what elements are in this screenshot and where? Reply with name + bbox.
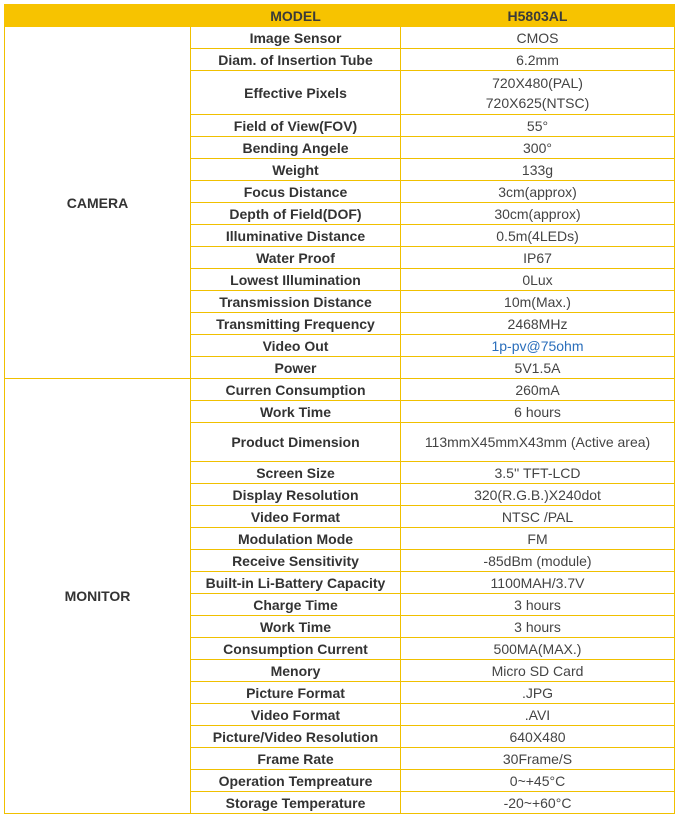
spec-label: Depth of Field(DOF)	[191, 203, 401, 225]
spec-label: Operation Tempreature	[191, 770, 401, 792]
spec-label: Receive Sensitivity	[191, 550, 401, 572]
spec-label: Curren Consumption	[191, 379, 401, 401]
spec-label: Focus Distance	[191, 181, 401, 203]
spec-label: Video Format	[191, 704, 401, 726]
spec-row	[5, 379, 675, 401]
spec-label: Frame Rate	[191, 748, 401, 770]
spec-value: 6.2mm	[401, 49, 675, 71]
spec-value: 1100MAH/3.7V	[401, 572, 675, 594]
header-model-value: H5803AL	[401, 5, 675, 27]
spec-value: 260mA	[401, 379, 675, 401]
spec-label: Work Time	[191, 401, 401, 423]
spec-value: 0Lux	[401, 269, 675, 291]
header-spacer	[5, 5, 191, 27]
spec-value: .AVI	[401, 704, 675, 726]
spec-value: 6 hours	[401, 401, 675, 423]
spec-label: Weight	[191, 159, 401, 181]
section-label-camera: CAMERA	[5, 27, 191, 379]
spec-value: 640X480	[401, 726, 675, 748]
spec-label: Screen Size	[191, 462, 401, 484]
spec-value: 10m(Max.)	[401, 291, 675, 313]
spec-value: 300°	[401, 137, 675, 159]
spec-value-line: 720X480(PAL)	[492, 74, 583, 91]
spec-value: NTSC /PAL	[401, 506, 675, 528]
spec-value: 3 hours	[401, 594, 675, 616]
spec-value: 55°	[401, 115, 675, 137]
spec-value: CMOS	[401, 27, 675, 49]
spec-label: Effective Pixels	[191, 71, 401, 115]
spec-label: Picture Format	[191, 682, 401, 704]
spec-value: 3 hours	[401, 616, 675, 638]
spec-value: 3.5'' TFT-LCD	[401, 462, 675, 484]
spec-label: Power	[191, 357, 401, 379]
spec-row	[5, 27, 675, 49]
spec-label: Storage Temperature	[191, 792, 401, 814]
spec-label: Built-in Li-Battery Capacity	[191, 572, 401, 594]
spec-value-link[interactable]: 1p-pv@75ohm	[401, 335, 675, 357]
spec-label: Field of View(FOV)	[191, 115, 401, 137]
spec-label: Image Sensor	[191, 27, 401, 49]
spec-value-line: 720X625(NTSC)	[485, 94, 590, 111]
spec-label: Water Proof	[191, 247, 401, 269]
spec-label: Product Dimension	[191, 423, 401, 462]
spec-value: 30cm(approx)	[401, 203, 675, 225]
spec-label: Video Out	[191, 335, 401, 357]
spec-value: FM	[401, 528, 675, 550]
spec-value: Micro SD Card	[401, 660, 675, 682]
spec-value: 0~+45°C	[401, 770, 675, 792]
spec-value: -20~+60°C	[401, 792, 675, 814]
spec-value	[401, 71, 675, 115]
spec-value: .JPG	[401, 682, 675, 704]
section-label-monitor: MONITOR	[5, 379, 191, 814]
spec-value: 2468MHz	[401, 313, 675, 335]
spec-value: 5V1.5A	[401, 357, 675, 379]
spec-value: -85dBm (module)	[401, 550, 675, 572]
spec-label: Transmission Distance	[191, 291, 401, 313]
spec-label: Consumption Current	[191, 638, 401, 660]
spec-value: 3cm(approx)	[401, 181, 675, 203]
spec-value: 500MA(MAX.)	[401, 638, 675, 660]
spec-label: Modulation Mode	[191, 528, 401, 550]
spec-label: Diam. of Insertion Tube	[191, 49, 401, 71]
spec-label: Transmitting Frequency	[191, 313, 401, 335]
header-row	[5, 5, 675, 27]
spec-value: 113mmX45mmX43mm (Active area)	[401, 423, 675, 462]
spec-label: Lowest Illumination	[191, 269, 401, 291]
spec-value: 133g	[401, 159, 675, 181]
spec-label: Illuminative Distance	[191, 225, 401, 247]
spec-label: Menory	[191, 660, 401, 682]
spec-label: Picture/Video Resolution	[191, 726, 401, 748]
spec-label: Bending Angele	[191, 137, 401, 159]
spec-label: Video Format	[191, 506, 401, 528]
spec-label: Charge Time	[191, 594, 401, 616]
spec-value: 30Frame/S	[401, 748, 675, 770]
spec-label: Display Resolution	[191, 484, 401, 506]
header-model-label: MODEL	[191, 5, 401, 27]
spec-value: IP67	[401, 247, 675, 269]
spec-table	[4, 4, 675, 814]
spec-label: Work Time	[191, 616, 401, 638]
spec-value: 320(R.G.B.)X240dot	[401, 484, 675, 506]
spec-value: 0.5m(4LEDs)	[401, 225, 675, 247]
